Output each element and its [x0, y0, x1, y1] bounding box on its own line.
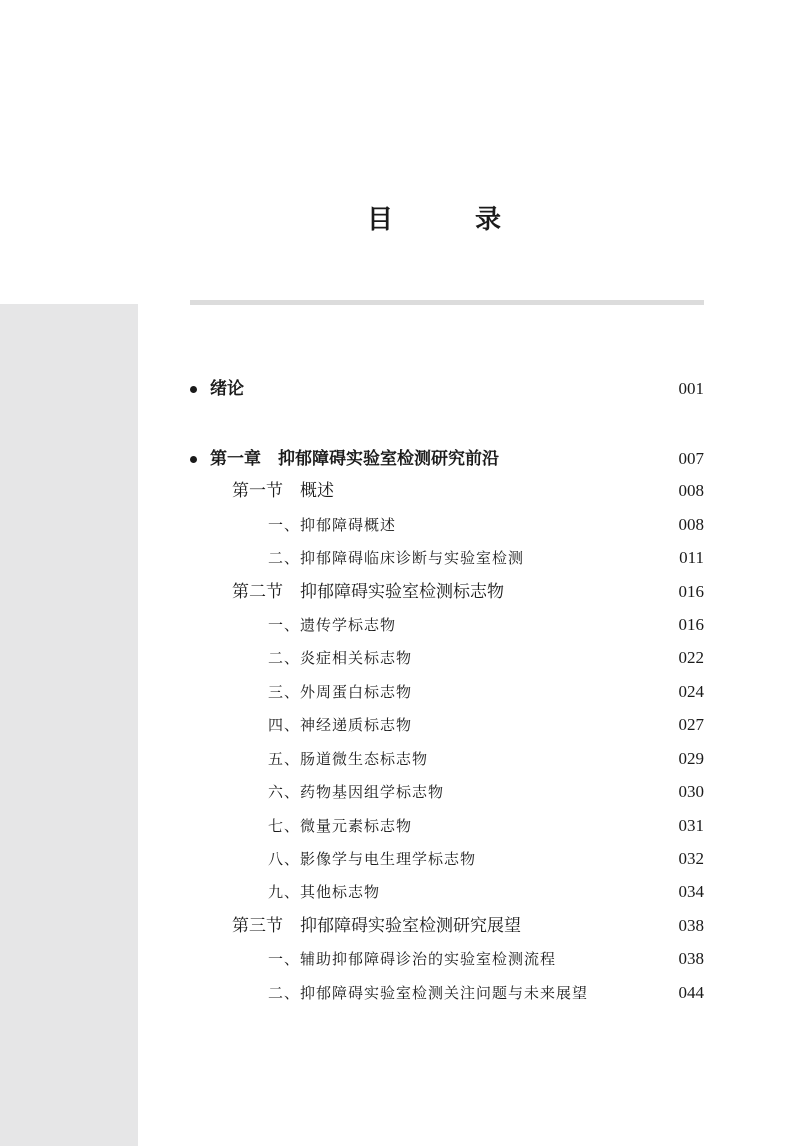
toc-entry-page-number: 029 [678, 749, 704, 768]
page-title: 目 录 [366, 205, 529, 235]
toc-entry-item[interactable] [190, 844, 704, 874]
toc-entry-label: 九、其他标志物 [268, 883, 381, 901]
toc-entry-item[interactable] [190, 677, 704, 707]
toc-entry-item[interactable] [190, 643, 704, 673]
toc-entry-page-number: 011 [679, 548, 704, 567]
toc-entry-item[interactable] [190, 710, 704, 740]
toc-entry-item[interactable] [190, 543, 704, 573]
toc-entry-chapter[interactable] [190, 444, 704, 474]
toc-entry-label: 第二节 抑郁障碍实验室检测标志物 [232, 582, 504, 602]
toc-entry-label: 三、外周蛋白标志物 [268, 683, 413, 701]
toc-entry-label: 绪论 [210, 379, 244, 399]
toc-entry-label: 六、药物基因组学标志物 [268, 783, 445, 801]
toc-entry-label: 五、肠道微生态标志物 [268, 750, 429, 768]
toc-entry-item[interactable] [190, 744, 704, 774]
toc-entry-page-number: 001 [678, 379, 704, 398]
toc-entry-label: 二、抑郁障碍实验室检测关注问题与未来展望 [268, 984, 589, 1002]
toc-entry-section[interactable] [190, 577, 704, 607]
toc-entry-item[interactable] [190, 877, 704, 907]
toc-entry-label: 四、神经递质标志物 [268, 716, 413, 734]
toc-entry-page-number: 007 [678, 449, 704, 468]
toc-entry-label: 二、抑郁障碍临床诊断与实验室检测 [268, 549, 525, 567]
toc-entry-label: 第一节 概述 [232, 481, 334, 501]
toc-entry-label: 第三节 抑郁障碍实验室检测研究展望 [232, 916, 521, 936]
toc-entry-section[interactable] [190, 911, 704, 941]
toc-entry-item[interactable] [190, 944, 704, 974]
toc-entry-item[interactable] [190, 510, 704, 540]
toc-entry-page-number: 016 [678, 582, 704, 601]
toc-entry-page-number: 024 [678, 682, 704, 701]
toc-entry-item[interactable] [190, 978, 704, 1008]
toc-entry-page-number: 038 [678, 949, 704, 968]
toc-entry-page-number: 031 [678, 816, 704, 835]
toc-entry-page-number: 038 [678, 916, 704, 935]
toc-entry-page-number: 008 [678, 515, 704, 534]
toc-entry-label: 八、影像学与电生理学标志物 [268, 850, 477, 868]
toc-entry-item[interactable] [190, 610, 704, 640]
toc-entry-label: 一、遗传学标志物 [268, 616, 397, 634]
toc-entry-page-number: 030 [678, 782, 704, 801]
toc-entry-page-number: 032 [678, 849, 704, 868]
toc-entry-item[interactable] [190, 811, 704, 841]
toc-entry-page-number: 044 [678, 983, 704, 1002]
toc-entry-chapter[interactable] [190, 374, 704, 404]
toc-entry-page-number: 008 [678, 481, 704, 500]
toc-entry-label: 一、抑郁障碍概述 [268, 516, 397, 534]
toc-entry-page-number: 016 [678, 615, 704, 634]
toc-entry-label: 二、炎症相关标志物 [268, 649, 413, 667]
toc-entry-section[interactable] [190, 476, 704, 506]
toc-entry-page-number: 022 [678, 648, 704, 667]
toc-entry-page-number: 027 [678, 715, 704, 734]
toc-entry-label: 一、辅助抑郁障碍诊治的实验室检测流程 [268, 950, 557, 968]
toc-entry-label: 七、微量元素标志物 [268, 817, 413, 835]
toc-entry-label: 第一章 抑郁障碍实验室检测研究前沿 [210, 449, 499, 469]
toc-entry-page-number: 034 [678, 882, 704, 901]
toc-entry-item[interactable] [190, 777, 704, 807]
